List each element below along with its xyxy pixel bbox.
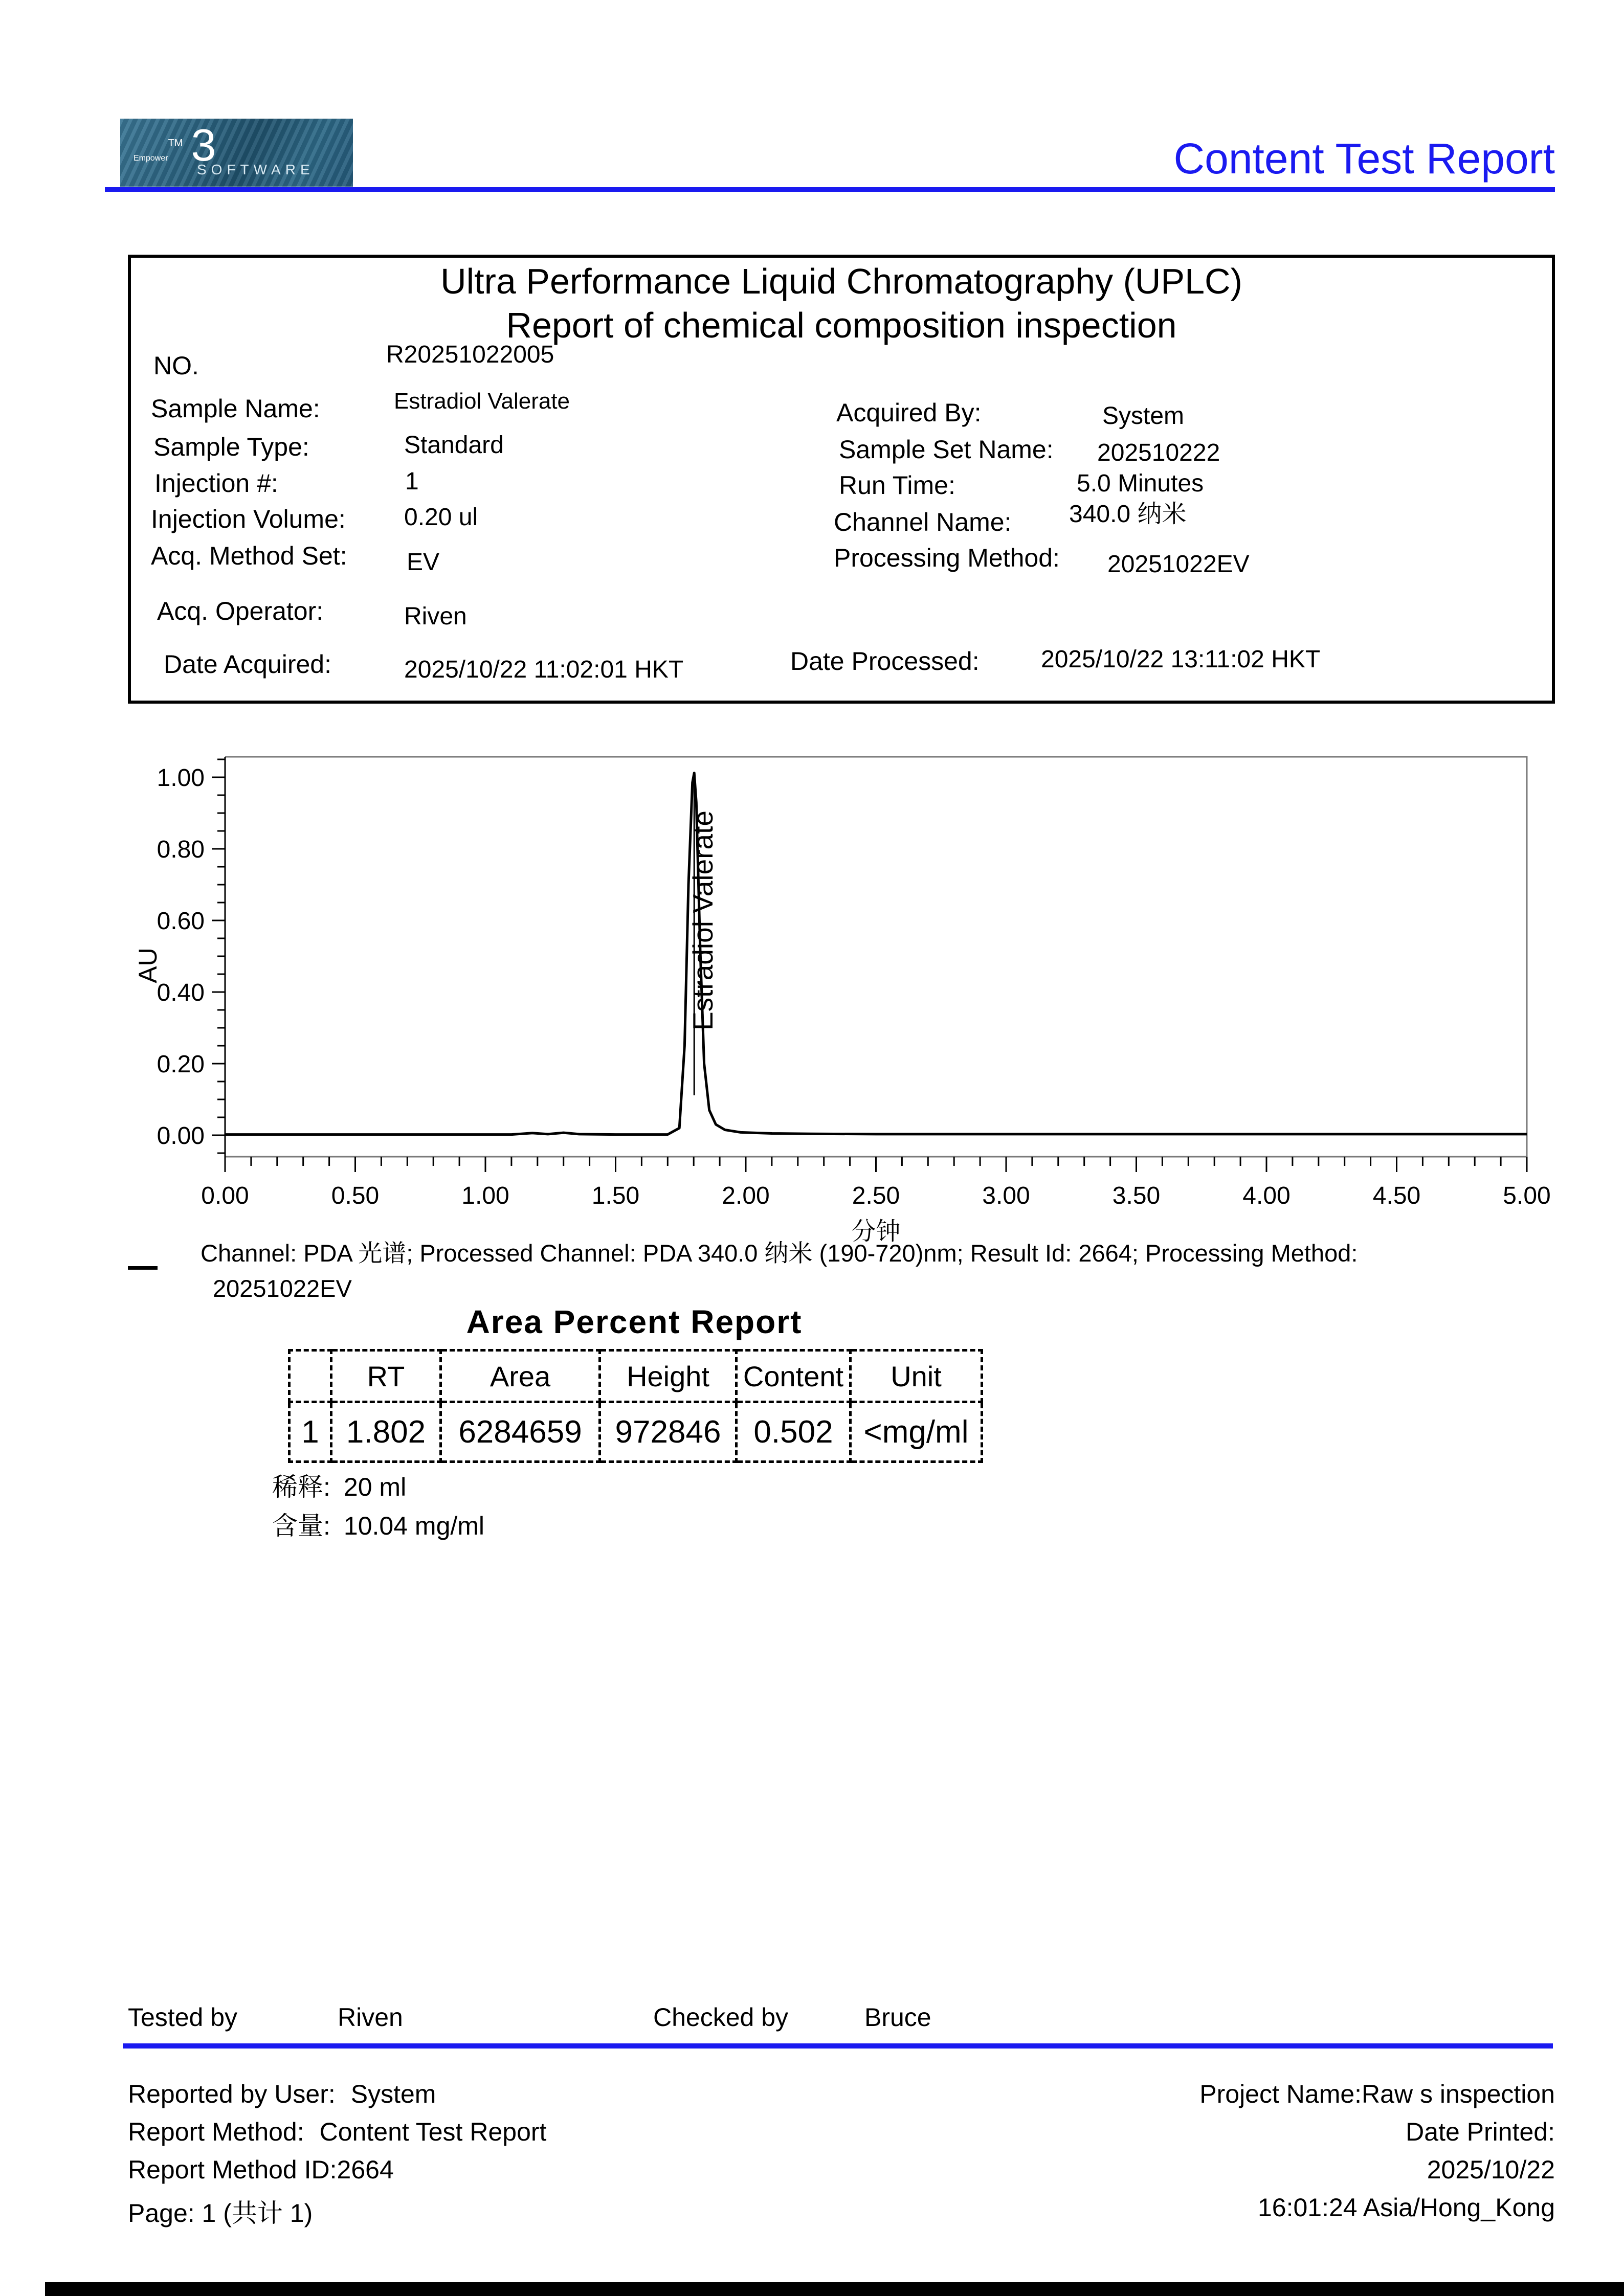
field-label-sample-type: Sample Type: <box>153 433 309 461</box>
page-bottom-strip <box>45 2282 1624 2296</box>
field-label-injection-number: Injection #: <box>154 469 278 498</box>
y-tick-label: 0.60 <box>157 908 205 935</box>
col-header-area: Area <box>441 1350 600 1402</box>
checked-by-value: Bruce <box>864 2003 931 2032</box>
cell-index: 1 <box>290 1402 331 1462</box>
cell-content: 0.502 <box>737 1402 851 1462</box>
dilution-label: 稀释: <box>272 1473 330 1501</box>
field-value-acq-method-set: EV <box>407 549 440 576</box>
footer-reported-by-label: Reported by User: <box>128 2080 336 2108</box>
field-value-injection-number: 1 <box>405 468 419 495</box>
field-label-acquired-by: Acquired By: <box>836 398 982 427</box>
footer-page-number: Page: 1 (共计 1) <box>128 2199 313 2227</box>
x-axis-title: 分钟 <box>851 1218 901 1245</box>
field-label-date-processed: Date Processed: <box>790 647 980 676</box>
field-label-no: NO. <box>153 351 199 380</box>
field-value-run-time: 5.0 Minutes <box>1077 470 1204 497</box>
field-value-sample-set-name: 202510222 <box>1097 439 1220 466</box>
content-row <box>272 1505 484 1542</box>
footer-report-method-value: Content Test Report <box>319 2118 547 2146</box>
empower-logo <box>120 119 353 187</box>
col-header-height: Height <box>600 1350 737 1402</box>
footer-report-method <box>128 2117 546 2147</box>
x-tick-label: 0.50 <box>331 1182 380 1209</box>
cell-rt: 1.802 <box>331 1402 441 1462</box>
report-title-line1: Ultra Performance Liquid Chromatography (UPLC) <box>440 261 1242 301</box>
x-tick-label: 2.50 <box>852 1182 900 1209</box>
dilution-value: 20 ml <box>343 1473 407 1501</box>
footer-date-printed-time: 16:01:24 Asia/Hong_Kong <box>1257 2193 1555 2222</box>
col-header-unit: Unit <box>851 1350 982 1402</box>
plot-border <box>225 757 1527 1157</box>
content-value: 10.04 mg/ml <box>343 1512 485 1540</box>
x-tick-label: 3.50 <box>1112 1182 1161 1209</box>
logo-tm-mark: TM <box>168 138 183 149</box>
content-label: 含量: <box>272 1512 330 1540</box>
cell-area: 6284659 <box>441 1402 600 1462</box>
field-value-processing-method: 20251022EV <box>1107 551 1250 578</box>
col-header-content: Content <box>737 1350 851 1402</box>
x-tick-label: 0.00 <box>201 1182 249 1209</box>
page-title: Content Test Report <box>1173 134 1555 183</box>
field-value-injection-volume: 0.20 ul <box>404 504 478 531</box>
field-label-processing-method: Processing Method: <box>834 544 1060 572</box>
field-value-acq-operator: Riven <box>404 603 467 630</box>
logo-version: 3 <box>191 120 216 170</box>
y-axis-title: AU <box>134 948 162 983</box>
field-label-sample-set-name: Sample Set Name: <box>839 435 1054 464</box>
chromatogram-svg <box>0 706 1624 1278</box>
col-header-index <box>290 1350 331 1402</box>
table-row <box>290 1402 982 1462</box>
footer-project-name: Project Name:Raw s inspection <box>1199 2080 1555 2108</box>
table-header-row <box>290 1350 982 1402</box>
report-title-line2: Report of chemical composition inspection <box>506 305 1177 345</box>
x-tick-label: 1.00 <box>461 1182 509 1209</box>
field-value-sample-type: Standard <box>404 432 504 459</box>
field-label-acq-operator: Acq. Operator: <box>157 597 324 625</box>
field-value-no: R20251022005 <box>386 341 554 368</box>
field-label-sample-name: Sample Name: <box>151 394 320 423</box>
header-rule <box>105 187 1555 192</box>
x-tick-label: 4.50 <box>1372 1182 1421 1209</box>
logo-brand: Empower <box>134 154 168 163</box>
cell-height: 972846 <box>600 1402 737 1462</box>
empower-logo-text <box>134 120 216 170</box>
checked-by-label: Checked by <box>653 2003 789 2032</box>
footer-date-printed-label: Date Printed: <box>1406 2118 1555 2146</box>
area-report-table <box>288 1349 983 1463</box>
field-value-date-processed: 2025/10/22 13:11:02 HKT <box>1041 646 1321 673</box>
y-tick-label: 0.80 <box>157 836 205 863</box>
tested-by-value: Riven <box>338 2003 403 2032</box>
legend-line-swatch <box>128 1266 158 1270</box>
field-label-acq-method-set: Acq. Method Set: <box>151 542 347 570</box>
field-label-channel-name: Channel Name: <box>834 508 1012 536</box>
x-tick-label: 4.00 <box>1242 1182 1291 1209</box>
field-label-date-acquired: Date Acquired: <box>164 650 331 679</box>
peak-label: Estradiol Valerate <box>687 810 719 1031</box>
footer-date-printed-date: 2025/10/22 <box>1427 2155 1555 2184</box>
x-tick-label: 1.50 <box>591 1182 640 1209</box>
field-value-channel-name: 340.0 纳米 <box>1069 501 1187 528</box>
dilution-row <box>272 1467 406 1503</box>
col-header-rt: RT <box>331 1350 441 1402</box>
chromatogram-trace <box>225 773 1527 1135</box>
x-tick-label: 5.00 <box>1503 1182 1551 1209</box>
y-tick-label: 0.00 <box>157 1122 205 1150</box>
field-value-acquired-by: System <box>1102 402 1185 430</box>
field-label-run-time: Run Time: <box>839 471 955 500</box>
cell-unit: <mg/ml <box>851 1402 982 1462</box>
y-tick-label: 0.40 <box>157 979 205 1006</box>
area-report-title: Area Percent Report <box>466 1303 803 1340</box>
y-tick-label: 1.00 <box>157 764 205 792</box>
field-label-injection-volume: Injection Volume: <box>151 505 346 533</box>
y-tick-label: 0.20 <box>157 1051 205 1078</box>
footer-report-method-id: Report Method ID:2664 <box>128 2155 394 2184</box>
footer-rule <box>123 2043 1553 2049</box>
field-value-date-acquired: 2025/10/22 11:02:01 HKT <box>404 656 684 683</box>
logo-subtitle: SOFTWARE <box>197 162 315 177</box>
footer-reported-by <box>128 2079 436 2109</box>
footer-reported-by-value: System <box>350 2080 436 2108</box>
field-value-sample-name: Estradiol Valerate <box>394 389 570 414</box>
channel-caption-line1: Channel: PDA 光谱; Processed Channel: PDA 340.0 纳米 (190-720)nm; Result Id: 2664; Processing Method: <box>201 1240 1358 1267</box>
x-tick-label: 3.00 <box>982 1182 1030 1209</box>
channel-caption-line2: 20251022EV <box>213 1275 352 1302</box>
footer-report-method-label: Report Method: <box>128 2118 304 2146</box>
tested-by-label: Tested by <box>128 2003 238 2032</box>
x-tick-label: 2.00 <box>722 1182 770 1209</box>
